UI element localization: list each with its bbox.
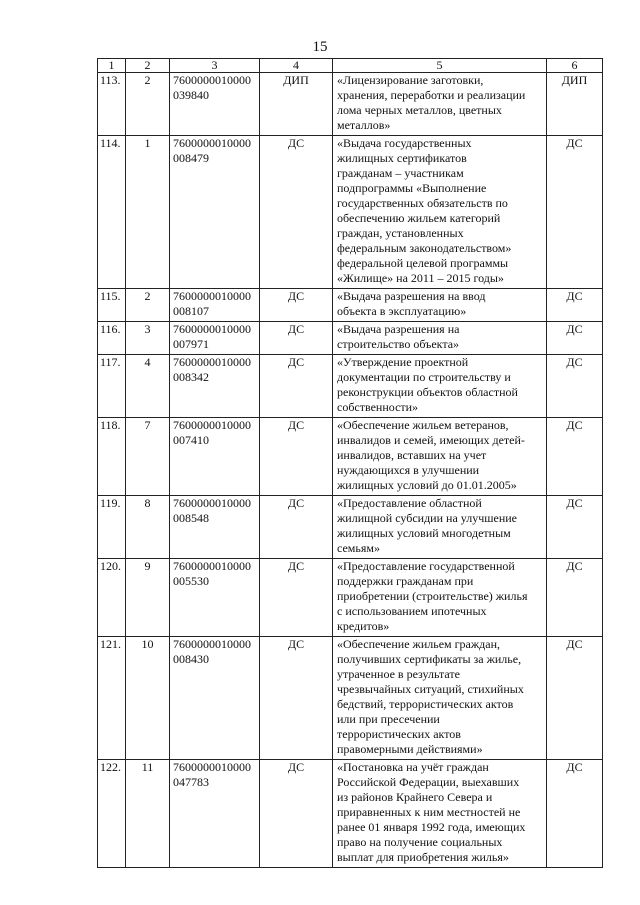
responsible-department: ДС: [547, 322, 603, 355]
department: ДС: [260, 496, 333, 559]
column-header: 1: [98, 59, 126, 73]
table-row: [98, 418, 603, 496]
service-code-line: 7600000010000: [173, 637, 251, 651]
service-code-line: 039840: [173, 88, 209, 102]
service-code-line: 7600000010000: [173, 289, 251, 303]
responsible-department: ДС: [547, 355, 603, 418]
service-code-line: 047783: [173, 775, 209, 789]
service-name-line: «Утверждение проектной: [337, 355, 469, 369]
department: ДС: [260, 418, 333, 496]
service-name-line: обеспечению жильем категорий: [337, 211, 501, 225]
service-name-line: государственных обязательств по: [337, 196, 508, 210]
service-name-line: строительство объекта»: [337, 337, 460, 351]
column-header: 4: [260, 59, 333, 73]
sub-number: 11: [126, 760, 170, 868]
service-code-line: 008479: [173, 151, 209, 165]
service-name: [333, 322, 547, 355]
service-name-line: «Лицензирование заготовки,: [337, 73, 484, 87]
service-code-line: 7600000010000: [173, 73, 251, 87]
sub-number: 2: [126, 73, 170, 136]
table-row: [98, 559, 603, 637]
service-name-line: инвалидов и семей, имеющих детей-: [337, 433, 525, 447]
service-name-line: правомерными действиями»: [337, 742, 483, 756]
service-code: [170, 559, 260, 637]
service-name-line: собственности»: [337, 400, 419, 414]
service-code-line: 007971: [173, 337, 209, 351]
service-name-line: гражданам – участникам: [337, 166, 464, 180]
table-row: [98, 136, 603, 289]
column-header: 5: [333, 59, 547, 73]
sub-number: 8: [126, 496, 170, 559]
service-name-line: «Предоставление государственной: [337, 559, 515, 573]
sub-number: 7: [126, 418, 170, 496]
responsible-department: ДС: [547, 136, 603, 289]
service-code-line: 7600000010000: [173, 136, 251, 150]
row-number: 120.: [98, 559, 126, 637]
service-name: [333, 496, 547, 559]
row-number: 121.: [98, 637, 126, 760]
department: ДС: [260, 760, 333, 868]
row-number: 118.: [98, 418, 126, 496]
service-name-line: «Жилище» на 2011 – 2015 годы»: [337, 271, 504, 285]
row-number: 113.: [98, 73, 126, 136]
service-code: [170, 418, 260, 496]
service-code: [170, 289, 260, 322]
service-name-line: «Выдача разрешения на ввод: [337, 289, 486, 303]
service-code: [170, 322, 260, 355]
service-name-line: реконструкции объектов областной: [337, 385, 518, 399]
service-name-line: приобретении (строительстве) жилья: [337, 589, 528, 603]
service-code-line: 008342: [173, 370, 209, 384]
service-code-line: 007410: [173, 433, 209, 447]
department: ДС: [260, 559, 333, 637]
table-row: [98, 637, 603, 760]
table-row: [98, 322, 603, 355]
responsible-department: ДС: [547, 760, 603, 868]
service-code-line: 008430: [173, 652, 209, 666]
column-header: 6: [547, 59, 603, 73]
responsible-department: ДС: [547, 289, 603, 322]
service-code-line: 7600000010000: [173, 496, 251, 510]
row-number: 117.: [98, 355, 126, 418]
sub-number: 3: [126, 322, 170, 355]
sub-number: 4: [126, 355, 170, 418]
page-number: 15: [312, 39, 328, 55]
service-name-line: кредитов»: [337, 619, 390, 633]
service-name-line: объекта в эксплуатацию»: [337, 304, 467, 318]
department: ДС: [260, 355, 333, 418]
service-name: [333, 559, 547, 637]
column-header: 2: [126, 59, 170, 73]
service-code: [170, 73, 260, 136]
service-name-line: поддержки гражданам при: [337, 574, 474, 588]
service-code: [170, 355, 260, 418]
service-name-line: федеральной целевой программы: [337, 256, 509, 270]
service-name-line: «Выдача государственных: [337, 136, 472, 150]
row-number: 115.: [98, 289, 126, 322]
table-row: [98, 355, 603, 418]
department: ДС: [260, 136, 333, 289]
service-name-line: или при пресечении: [337, 712, 440, 726]
service-name-line: документации по строительству и: [337, 370, 511, 384]
service-name: [333, 355, 547, 418]
service-name-line: террористических актов: [337, 727, 461, 741]
table-row: [98, 760, 603, 868]
service-code: [170, 136, 260, 289]
table-row: [98, 289, 603, 322]
service-name-line: лома черных металлов, цветных: [337, 103, 502, 117]
service-name-line: «Обеспечение жильем ветеранов,: [337, 418, 509, 432]
service-name: [333, 760, 547, 868]
service-name-line: семьям»: [337, 541, 380, 555]
service-name-line: ранее 01 января 1992 года, имеющих: [337, 820, 526, 834]
service-name-line: Российской Федерации, выехавших: [337, 775, 520, 789]
department: ДС: [260, 637, 333, 760]
service-name-line: жилищных условий многодетным: [337, 526, 511, 540]
service-name-line: приравненных к ним местностей не: [337, 805, 521, 819]
service-code-line: 008548: [173, 511, 209, 525]
table-row: [98, 73, 603, 136]
service-code-line: 7600000010000: [173, 355, 251, 369]
service-name-line: получивших сертификаты за жилье,: [337, 652, 522, 666]
service-name-line: хранения, переработки и реализации: [337, 88, 526, 102]
service-code: [170, 760, 260, 868]
responsible-department: ДС: [547, 418, 603, 496]
department: ДС: [260, 322, 333, 355]
department: ДИП: [260, 73, 333, 136]
service-name: [333, 73, 547, 136]
service-name: [333, 136, 547, 289]
service-name-line: выплат для приобретения жилья»: [337, 850, 509, 864]
service-name-line: жилищных условий до 01.01.2005»: [337, 478, 517, 492]
row-number: 119.: [98, 496, 126, 559]
service-name-line: «Предоставление областной: [337, 496, 482, 510]
row-number: 122.: [98, 760, 126, 868]
service-name-line: с использованием ипотечных: [337, 604, 487, 618]
service-code-line: 7600000010000: [173, 760, 251, 774]
column-header: 3: [170, 59, 260, 73]
column-number-row: [98, 59, 603, 73]
service-name: [333, 289, 547, 322]
table-row: [98, 496, 603, 559]
service-name-line: утраченное в результате: [337, 667, 460, 681]
service-name-line: металлов»: [337, 118, 391, 132]
service-code: [170, 496, 260, 559]
service-code-line: 7600000010000: [173, 559, 251, 573]
row-number: 116.: [98, 322, 126, 355]
service-code-line: 005530: [173, 574, 209, 588]
service-name-line: нуждающихся в улучшении: [337, 463, 480, 477]
service-code-line: 7600000010000: [173, 418, 251, 432]
service-name-line: инвалидов, вставших на учет: [337, 448, 487, 462]
service-code-line: 008107: [173, 304, 209, 318]
service-name-line: граждан, установленных: [337, 226, 464, 240]
service-name: [333, 637, 547, 760]
service-name-line: из районов Крайнего Севера и: [337, 790, 493, 804]
sub-number: 2: [126, 289, 170, 322]
service-name-line: бедствий, террористических актов: [337, 697, 514, 711]
service-name-line: «Постановка на учёт граждан: [337, 760, 489, 774]
responsible-department: ДС: [547, 559, 603, 637]
sub-number: 10: [126, 637, 170, 760]
responsible-department: ДС: [547, 637, 603, 760]
responsible-department: ДИП: [547, 73, 603, 136]
service-name-line: жилищной субсидии на улучшение: [337, 511, 517, 525]
department: ДС: [260, 289, 333, 322]
service-name-line: чрезвычайных ситуаций, стихийных: [337, 682, 524, 696]
service-name-line: подпрограммы «Выполнение: [337, 181, 487, 195]
service-name-line: «Обеспечение жильем граждан,: [337, 637, 501, 651]
service-name: [333, 418, 547, 496]
service-name-line: право на получение социальных: [337, 835, 503, 849]
table-body: [98, 73, 603, 868]
row-number: 114.: [98, 136, 126, 289]
service-code-line: 7600000010000: [173, 322, 251, 336]
service-name-line: жилищных сертификатов: [337, 151, 467, 165]
sub-number: 9: [126, 559, 170, 637]
sub-number: 1: [126, 136, 170, 289]
services-table: [97, 58, 603, 868]
service-name-line: федеральным законодательством»: [337, 241, 512, 255]
service-code: [170, 637, 260, 760]
service-name-line: «Выдача разрешения на: [337, 322, 460, 336]
responsible-department: ДС: [547, 496, 603, 559]
